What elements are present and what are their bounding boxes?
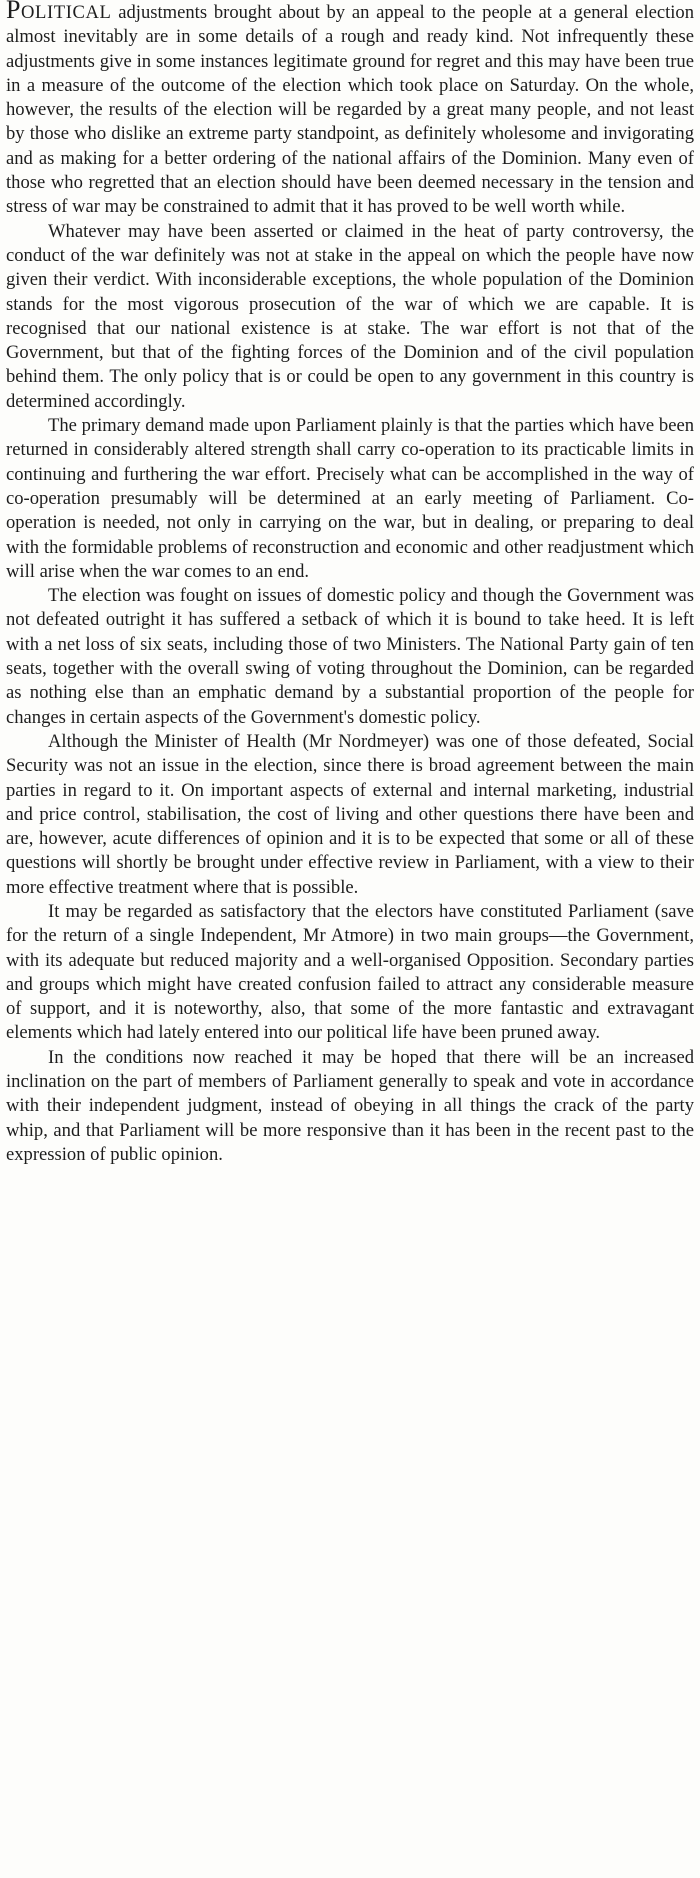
paragraph-4: The election was fought on issues of domestic policy and though the Government was not defeated outright it has suffered a setback of which it is bound to take heed. It is left with a net loss of six seats, including those of two Ministers. The National Party gain of ten seats, together with the overall swing of voting throughout the Dominion, can be regarded as nothing else than an emphatic demand by a substantial proportion of the people for changes in certain aspects of the Government's domestic policy. [6, 585, 694, 728]
paragraph-1: POLITICAL adjustments brought about by an appeal to the people at a general election almost inevitably are in some details of a rough and ready kind. Not infrequently these adjustments give in some instances legitimate ground for regret and this may have been true in a measure of the outcome of the election which took place on Saturday. On the whole, however, the results of the election will be regarded by a great many people, and not least by those who dislike an extreme party standpoint, as definitely wholesome and invigorating and as making for a better ordering of the national affairs of the Dominion. Many even of those who regretted that an election should have been deemed necessary in the tension and stress of war may be constrained to admit that it has proved to be well worth while. [6, 0, 694, 220]
paragraph-7: In the conditions now reached it may be hoped that there will be an increased inclination on the part of members of Parliament generally to speak and vote in accordance with their independent judgment, instead of obeying in all things the crack of the party whip, and that Parliament will be more responsive than it has been in the recent past to the expression of public opinion. [6, 1046, 694, 1165]
lead-in-word: OLITICAL [20, 2, 112, 23]
paragraph-2: Whatever may have been asserted or claimed in the heat of party controversy, the conduct of the war definitely was not at stake in the appeal on which the people have now given their verdict. With inconsiderable exceptions, the whole population of the Dominion stands for the most vigorous prosecution of the war of which we are capable. It is recognised that our national existence is at stake. The war effort is not that of the Government, but that of the fighting forces of the Dominion and of the civil population behind them. The only policy that is or could be open to any government in this country is determined accordingly. [6, 220, 694, 412]
paragraph-6: It may be regarded as satisfactory that the electors have constituted Parliament (save for the return of a single Independent, Mr Atmore) in two main groups—the Government, with its adequate but reduced majority and a well-organised Opposition. Secondary parties and groups which might have created confusion failed to attract any considerable measure of support, and it is noteworthy, also, that some of the more fantastic and extravagant elements which had lately entered into our political life have been pruned away. [6, 900, 694, 1044]
initial-letter: P [6, 0, 21, 24]
paragraph-5: Although the Minister of Health (Mr Nordmeyer) was one of those defeated, Social Security was not an issue in the election, since there is broad agreement between the main parties in regard to it. On important aspects of external and internal marketing, industrial and price control, stabilisation, the cost of living and other questions there have been and are, however, acute differences of opinion and it is to be expected that some or all of these questions will shortly be brought under effective review in Parliament, with a view to their more effective treatment where that is possible. [6, 730, 694, 898]
paragraph-3: The primary demand made upon Parliament plainly is that the parties which have been returned in considerably altered strength shall carry co-operation to its practicable limits in continuing and furthering the war effort. Precisely what can be accomplished in the way of co-operation presumably will be determined at an early meeting of Parliament. Co-operation is needed, not only in carrying on the war, but in dealing, or preparing to deal with the formidable problems of reconstruction and economic and other readjustment which will arise when the war comes to an end. [6, 415, 694, 582]
